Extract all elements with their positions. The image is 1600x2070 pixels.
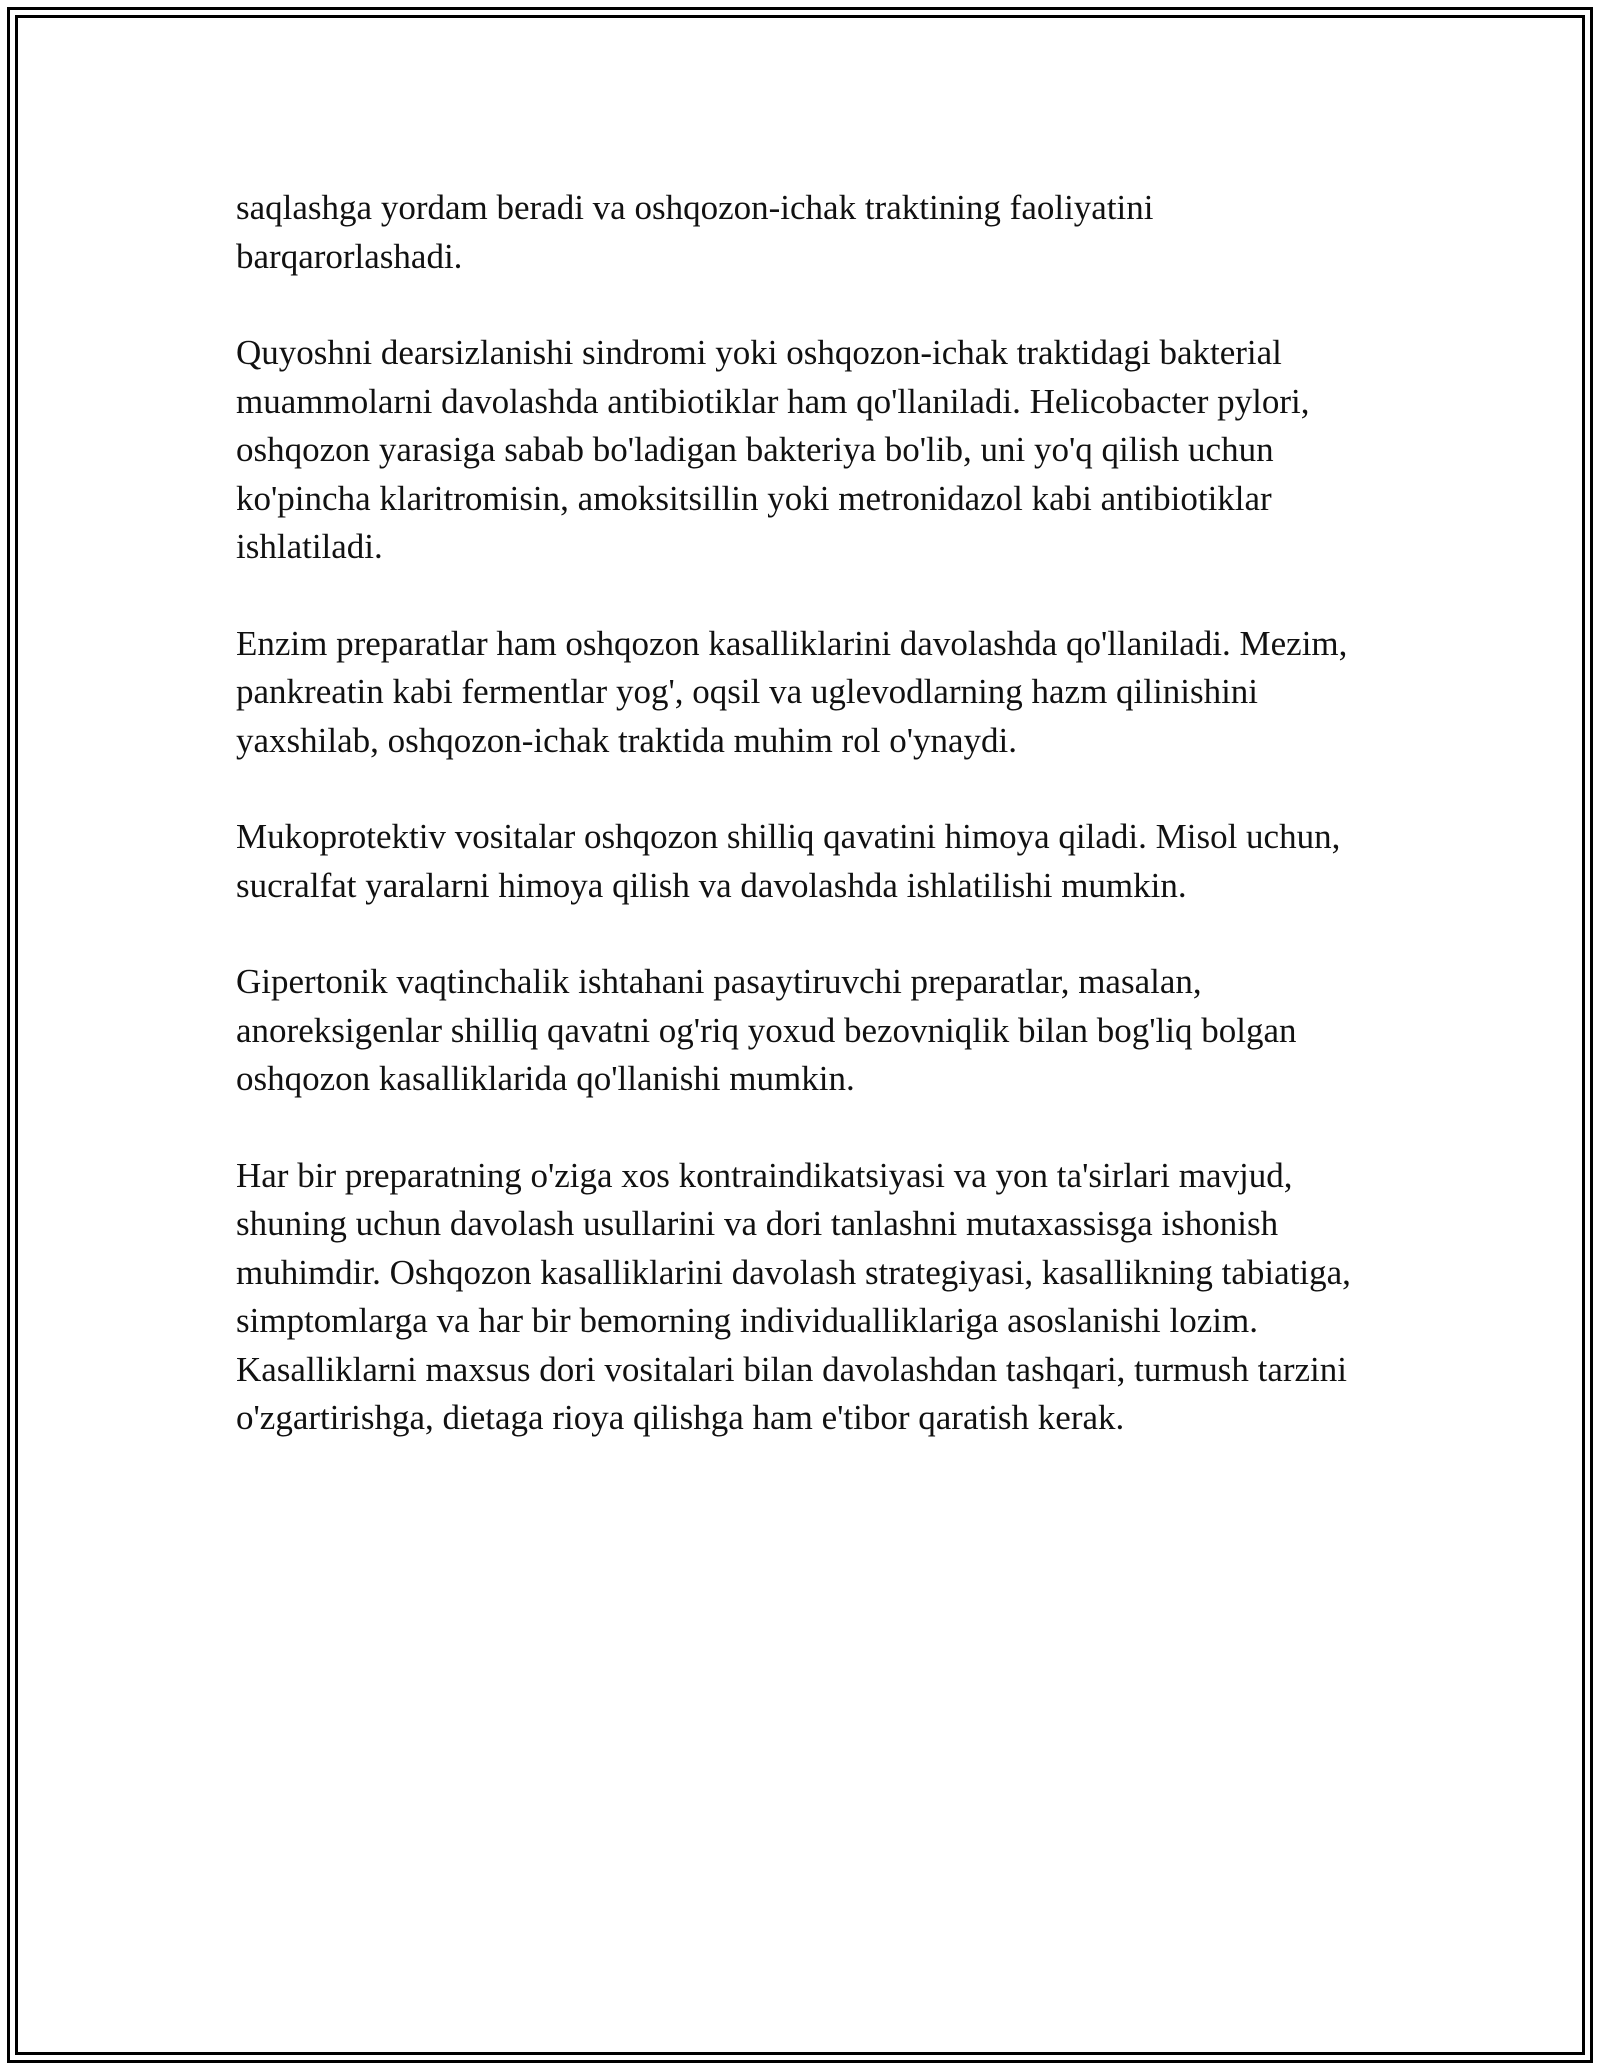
paragraph: Quyoshni dearsizlanishi sindromi yoki oshqozon-ichak traktidagi bakterial muammolarni davolashda antibiotiklar ham qo'llaniladi. Helicobacter pylori, oshqozon yarasiga sabab bo'ladigan bakteriya bo'lib, uni yo'q qilish uchun ko'pincha klaritromisin, amoksitsillin yoki metronidazol kabi antibiotiklar ishlatiladi. — [236, 333, 1310, 566]
paragraph: Enzim preparatlar ham oshqozon kasalliklarini davolashda qo'llaniladi. Mezim, pankreatin kabi fermentlar yog', oqsil va uglevodlarning hazm qilinishini yaxshilab, oshqozon-ichak traktida muhim rol o'ynaydi. — [236, 623, 1348, 760]
document-body — [236, 184, 1386, 1491]
paragraph: Gipertonik vaqtinchalik ishtahani pasaytiruvchi preparatlar, masalan, anoreksigenlar shilliq qavatni og'riq yoxud bezovniqlik bilan bog'liq bolgan oshqozon kasalliklarida qo'llanishi mumkin. — [236, 962, 1297, 1098]
paragraph: Har bir preparatning o'ziga xos kontraindikatsiyasi va yon ta'sirlari mavjud, shuning uchun davolash usullarini va dori tanlashni mutaxassisga ishonish muhimdir. Oshqozon kasalliklarini davolash strategiyasi, kasallikning tabiatiga, simptomlarga va har bir bemorning individualliklariga asoslanishi lozim. Kasalliklarni maxsus dori vositalari bilan davolashdan tashqari, turmush tarzini o'zgartirishga, dietaga rioya qilishga ham e'tibor qaratish kerak. — [236, 1155, 1351, 1437]
paragraph: Mukoprotektiv vositalar oshqozon shilliq qavatini himoya qiladi. Misol uchun, sucralfat yaralarni himoya qilish va davolashda ishlatilishi mumkin. — [236, 817, 1341, 905]
paragraph: saqlashga yordam beradi va oshqozon-ichak traktining faoliyatini barqarorlashadi. — [236, 188, 1154, 276]
